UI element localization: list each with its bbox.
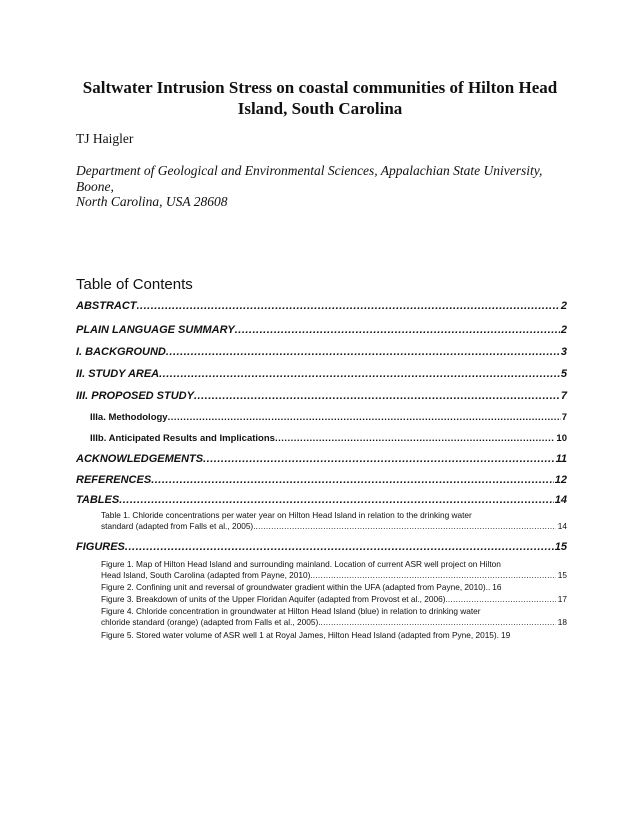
toc-entry-page: 7 — [560, 390, 567, 402]
affiliation-line-2: North Carolina, USA 28608 — [76, 194, 228, 209]
paper-title — [70, 77, 570, 119]
toc-entry-label: ACKNOWLEDGEMENTS — [76, 453, 204, 465]
toc-entry-tables[interactable] — [76, 494, 567, 506]
toc-leader-dots — [125, 541, 554, 553]
toc-entry-acknowledgements[interactable] — [76, 453, 567, 465]
toc-entry-background[interactable] — [76, 346, 567, 358]
entry-caption-line-2: Head Island, South Carolina (adapted from Payne, 2010). — [101, 570, 313, 580]
toc-leader-dots — [168, 412, 561, 423]
entry-caption-line-2: chloride standard (orange) (adapted from Falls et al., 2005). — [101, 617, 321, 627]
toc-entry-label: ABSTRACT — [76, 300, 137, 312]
toc-entry-page: 14 — [554, 494, 567, 506]
toc-entry-figures[interactable] — [76, 541, 567, 553]
entry-caption-line-1: Figure 4. Chloride concentration in groundwater at Hilton Head Island (blue) in relation to drinking water — [101, 606, 481, 616]
entry-page: 17 — [557, 594, 567, 604]
toc-entry-proposed-study[interactable] — [76, 390, 567, 402]
entry-page: 19 — [501, 630, 511, 640]
toc-leader-dots — [313, 570, 556, 581]
entry-caption-line-1: Figure 2. Confining unit and reversal of groundwater gradient within the UFA (adapted from Payne, 2010).. — [101, 582, 491, 592]
entry-page: 16 — [492, 582, 502, 592]
toc-entry-page: 2 — [560, 324, 567, 336]
toc-leader-dots — [275, 433, 555, 444]
toc-entry-label: III. PROPOSED STUDY — [76, 390, 194, 402]
entry-caption-line-1: Figure 1. Map of Hilton Head Island and surrounding mainland. Location of current ASR well project on Hilton — [101, 559, 501, 569]
toc-leader-dots — [235, 324, 560, 336]
toc-leader-dots — [321, 617, 556, 628]
toc-figure-entry-2[interactable] — [101, 582, 567, 593]
toc-leader-dots — [203, 453, 554, 465]
toc-table-entry-1[interactable] — [101, 510, 567, 532]
toc-leader-dots — [448, 594, 556, 605]
toc-leader-dots — [119, 494, 554, 506]
toc-entry-plain-language-summary[interactable] — [76, 324, 567, 336]
toc-entry-label: PLAIN LANGUAGE SUMMARY — [76, 324, 235, 336]
toc-heading: Table of Contents — [76, 276, 193, 293]
toc-entry-label: I. BACKGROUND — [76, 346, 166, 358]
toc-entry-label: FIGURES — [76, 541, 125, 553]
toc-entry-page: 7 — [561, 412, 567, 423]
toc-leader-dots — [166, 346, 560, 358]
affiliation-line-1: Department of Geological and Environmental Sciences, Appalachian State University, Boone, — [76, 163, 543, 194]
toc-entry-anticipated-results[interactable] — [90, 433, 567, 444]
toc-leader-dots — [159, 368, 560, 380]
toc-entry-page: 5 — [560, 368, 567, 380]
toc-entry-page: 11 — [555, 453, 567, 465]
toc-leader-dots — [151, 474, 554, 486]
toc-entry-label: TABLES — [76, 494, 120, 506]
entry-caption-line-1: Table 1. Chloride concentrations per water year on Hilton Head Island in relation to the drinking water — [101, 510, 472, 520]
toc-leader-dots — [137, 300, 560, 312]
toc-leader-dots — [194, 390, 560, 402]
toc-entry-label: REFERENCES — [76, 474, 152, 486]
entry-caption-line-1: Figure 3. Breakdown of units of the Upper Floridan Aquifer (adapted from Provost et al., 2006). — [101, 594, 448, 604]
toc-figure-entry-1[interactable] — [101, 559, 567, 581]
toc-entry-label: IIIb. Anticipated Results and Implications — [90, 433, 275, 444]
toc-figure-entry-3[interactable] — [101, 594, 567, 605]
toc-entry-label: IIIa. Methodology — [90, 412, 168, 423]
toc-figure-entry-4[interactable] — [101, 606, 567, 628]
author-name: TJ Haigler — [76, 131, 134, 146]
toc-entry-study-area[interactable] — [76, 368, 567, 380]
toc-entry-page: 12 — [554, 474, 567, 486]
toc-entry-label: II. STUDY AREA — [76, 368, 160, 380]
paper-title-line-2: Island, South Carolina — [237, 99, 403, 118]
toc-entry-abstract[interactable] — [76, 300, 567, 312]
toc-entry-page: 15 — [554, 541, 567, 553]
toc-entry-page: 3 — [560, 346, 567, 358]
entry-caption-line-2: standard (adapted from Falls et al., 2005). — [101, 521, 256, 531]
paper-title-line-1: Saltwater Intrusion Stress on coastal communities of Hilton Head — [82, 78, 558, 97]
entry-page: 14 — [557, 521, 567, 531]
toc-entry-references[interactable] — [76, 474, 567, 486]
toc-entry-methodology[interactable] — [90, 412, 567, 423]
toc-figure-entry-5[interactable] — [101, 630, 567, 641]
toc-entry-page: 10 — [556, 433, 567, 444]
entry-caption-line-1: Figure 5. Stored water volume of ASR well 1 at Royal James, Hilton Head Island (adapted from Pyne, 2015). — [101, 630, 499, 640]
entry-page: 15 — [557, 570, 567, 580]
entry-page: 18 — [557, 617, 567, 627]
toc-leader-dots — [256, 521, 556, 532]
toc-entry-page: 2 — [560, 300, 567, 312]
